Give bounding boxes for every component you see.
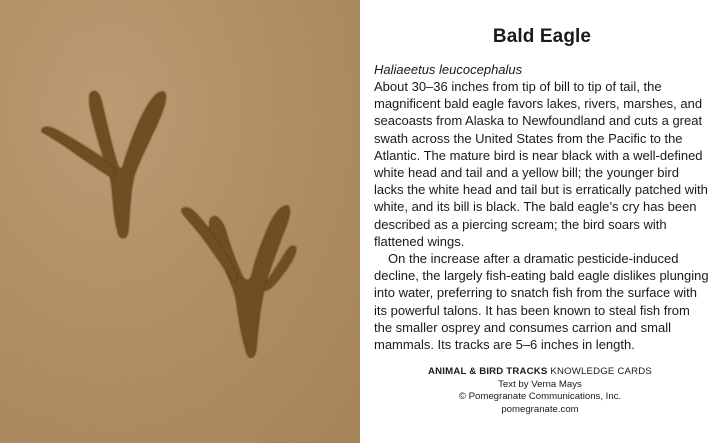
series-name-rest: KNOWLEDGE CARDS	[550, 366, 652, 377]
author-credit: Text by Verna Mays	[498, 378, 582, 390]
scientific-name: Haliaeetus leucocephalus	[374, 62, 523, 77]
card-text-panel	[360, 0, 720, 443]
description-paragraph-2: On the increase after a dramatic pesticide-induced decline, the largely fish-eating bald eagle dislikes plunging into water, preferring to snatch fish from the surface with its powerful talons. It has been known to steal fish from the smaller osprey and consumes carrion and small mammals. Its tracks are 5–6 inches in length.	[374, 251, 709, 353]
series-name-bold: ANIMAL & BIRD TRACKS	[428, 366, 548, 377]
card-footer	[360, 366, 720, 416]
copyright-notice: © Pomegranate Communications, Inc.	[458, 391, 622, 402]
species-title: Bald Eagle	[492, 26, 592, 47]
description-paragraph-1: About 30–36 inches from tip of bill to tip of tail, the magnificent bald eagle favors lakes, rivers, marshes, and seacoasts from Alaska to Newfoundland and cuts a great swath across the United States from the Pacific to the Atlantic. The mature bird is near black with a well-defined white head and tail and a yellow bill; the younger bird lacks the white head and tail but is erratically patched with white, and its bill is black. The bald eagle’s cry has been described as a piercing scream; the bird soars with flattened wings.	[374, 79, 708, 249]
series-name	[360, 366, 720, 379]
publisher-website: pomegranate.com	[501, 403, 579, 415]
